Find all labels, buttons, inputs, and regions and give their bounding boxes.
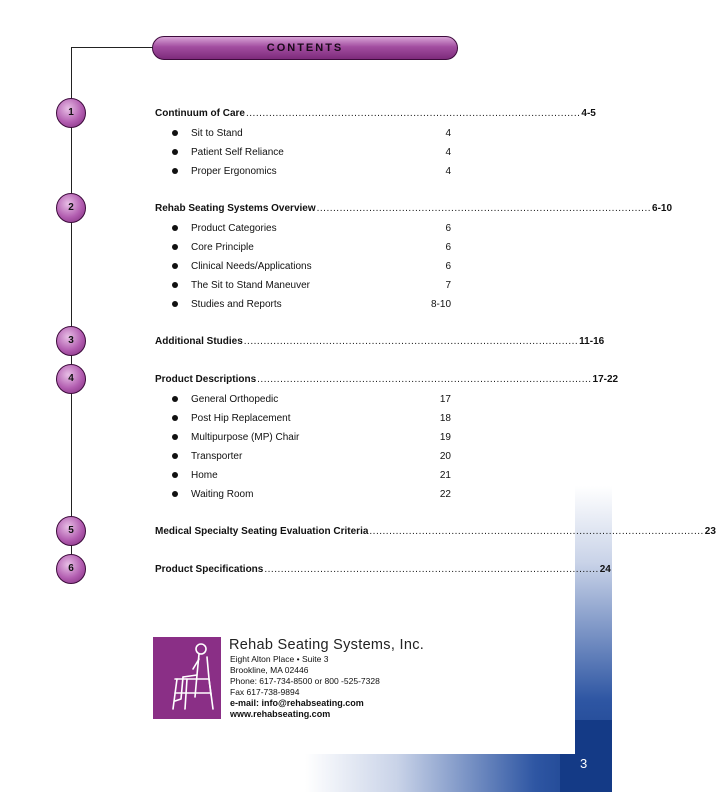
toc-entry[interactable] (155, 564, 611, 578)
toc-entry-title: Medical Specialty Seating Evaluation Criteria (155, 526, 369, 537)
company-address-line2: Brookline, MA 02446 (230, 665, 309, 675)
bullet-dot-icon (172, 149, 178, 155)
connector-line-horizontal (71, 47, 153, 48)
bullet-dot-icon (172, 453, 178, 459)
bullet-dot-icon (172, 415, 178, 421)
leader-dots: ...................................................................................................... (257, 374, 592, 385)
section-number-badge: 2 (56, 193, 86, 223)
toc-entry-title: Additional Studies (155, 336, 243, 347)
toc-entry[interactable] (155, 203, 673, 217)
toc-subentry-page: 20 (439, 450, 451, 462)
toc-subentry-page: 6 (445, 260, 451, 272)
bullet-dot-icon (172, 301, 178, 307)
toc-subentry-label: Core Principle (191, 241, 254, 253)
toc-subentry[interactable] (172, 240, 451, 254)
section-number-badge: 5 (56, 516, 86, 546)
toc-entry-page: 4-5 (581, 108, 596, 119)
toc-subentry-label: Home (191, 469, 218, 481)
toc-subentry-page: 8-10 (430, 298, 451, 310)
section-number-badge: 4 (56, 364, 86, 394)
toc-subentry[interactable] (172, 126, 451, 140)
leader-dots: ...................................................................................................... (264, 564, 599, 575)
bullet-dot-icon (172, 472, 178, 478)
toc-subentry-page: 19 (439, 431, 451, 443)
toc-subentry-label: Clinical Needs/Applications (191, 260, 312, 272)
toc-entry-page: 6-10 (652, 203, 673, 214)
toc-subentry[interactable] (172, 145, 451, 159)
toc-subentry[interactable] (172, 430, 451, 444)
section-number-badge: 6 (56, 554, 86, 584)
company-phone: Phone: 617-734-8500 or 800 -525-7328 (230, 676, 380, 686)
toc-subentry[interactable] (172, 259, 451, 273)
toc-subentry-page: 6 (445, 222, 451, 234)
toc-subentry[interactable] (172, 164, 451, 178)
toc-subentry-label: Multipurpose (MP) Chair (191, 431, 300, 443)
toc-subentry[interactable] (172, 278, 451, 292)
leader-dots: ...................................................................................................... (316, 203, 652, 214)
page-number: 3 (580, 756, 588, 771)
company-website[interactable]: www.rehabseating.com (230, 709, 331, 719)
bullet-dot-icon (172, 491, 178, 497)
leader-dots: ...................................................................................................... (369, 526, 704, 537)
toc-subentry-label: Proper Ergonomics (191, 165, 277, 177)
bullet-dot-icon (172, 168, 178, 174)
toc-entry-page: 23 (704, 526, 716, 537)
company-address-line1: Eight Alton Place • Suite 3 (230, 654, 329, 664)
toc-entry-page: 17-22 (592, 374, 619, 385)
toc-subentry-label: Waiting Room (191, 488, 254, 500)
bullet-dot-icon (172, 434, 178, 440)
section-number-badge: 3 (56, 326, 86, 356)
toc-subentry-label: Product Categories (191, 222, 277, 234)
toc-subentry[interactable] (172, 411, 451, 425)
leader-dots: ...................................................................................................... (243, 336, 579, 347)
toc-entry[interactable] (155, 336, 605, 350)
company-email[interactable]: e-mail: info@rehabseating.com (230, 698, 364, 708)
toc-subentry-label: Transporter (191, 450, 243, 462)
toc-subentry-page: 4 (445, 146, 451, 158)
toc-entry-title: Product Specifications (155, 564, 264, 575)
toc-subentry-page: 4 (445, 165, 451, 177)
toc-subentry[interactable] (172, 221, 451, 235)
toc-entry-title: Continuum of Care (155, 108, 245, 119)
toc-entry[interactable] (155, 108, 596, 122)
toc-entry[interactable] (155, 374, 619, 388)
toc-subentry-page: 22 (439, 488, 451, 500)
toc-subentry-label: General Orthopedic (191, 393, 279, 405)
bullet-dot-icon (172, 282, 178, 288)
contents-header: CONTENTS (152, 36, 458, 60)
toc-subentry[interactable] (172, 487, 451, 501)
toc-subentry-label: Studies and Reports (191, 298, 282, 310)
company-name: Rehab Seating Systems, Inc. (229, 637, 425, 653)
toc-subentry-page: 21 (439, 469, 451, 481)
bullet-dot-icon (172, 263, 178, 269)
seated-figure-logo (153, 637, 221, 719)
toc-entry-page: 24 (599, 564, 611, 575)
toc-subentry-label: The Sit to Stand Maneuver (191, 279, 310, 291)
toc-entry-title: Product Descriptions (155, 374, 257, 385)
toc-subentry-page: 4 (445, 127, 451, 139)
toc-subentry-page: 7 (445, 279, 451, 291)
toc-subentry[interactable] (172, 468, 451, 482)
toc-subentry-page: 6 (445, 241, 451, 253)
toc-subentry-label: Post Hip Replacement (191, 412, 291, 424)
toc-subentry[interactable] (172, 297, 451, 311)
bullet-dot-icon (172, 130, 178, 136)
bullet-dot-icon (172, 244, 178, 250)
company-fax: Fax 617-738-9894 (230, 687, 300, 697)
leader-dots: ...................................................................................................... (246, 108, 581, 119)
toc-subentry[interactable] (172, 449, 451, 463)
toc-entry[interactable] (155, 526, 716, 540)
toc-entry-title: Rehab Seating Systems Overview (155, 203, 316, 214)
toc-subentry-label: Patient Self Reliance (191, 146, 284, 158)
toc-subentry-label: Sit to Stand (191, 127, 243, 139)
toc-subentry-page: 18 (439, 412, 451, 424)
bullet-dot-icon (172, 225, 178, 231)
toc-subentry-page: 17 (439, 393, 451, 405)
toc-entry-page: 11-16 (579, 336, 605, 347)
bullet-dot-icon (172, 396, 178, 402)
toc-subentry[interactable] (172, 392, 451, 406)
section-number-badge: 1 (56, 98, 86, 128)
